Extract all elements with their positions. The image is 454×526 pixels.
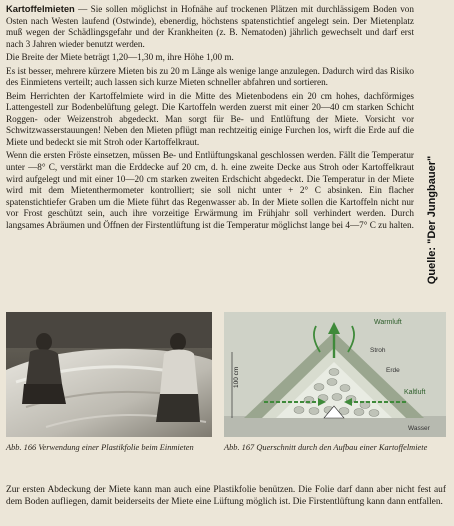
erde-label: Erde <box>386 367 400 374</box>
article-heading: Kartoffelmieten <box>6 3 75 14</box>
paragraph-2: Die Breite der Miete beträgt 1,20—1,30 m, ihre Höhe 1,00 m. <box>6 52 234 63</box>
figure-167-diagram <box>224 312 446 437</box>
paragraph-4: Beim Herrichten der Kartoffelmiete wird in die Mitte des Mietenbodens ein 20 cm hohes, dachförmiges Lattengestell zur Bodenbelüftung gelegt. Die Kartoffeln werden zuerst mit einer 20—40 cm starken Schicht Roggen- oder Weizenstroh abgedeckt. Man sorgt für Be- und Entlüftung der Miete. Vorsicht vor Schwitzwasserstauungen! Neben den Mieten pflügt man rechtzeitig einige Furchen los, wirft die Erde auf die Miete und bedeckt sie mit Stroh oder Kartoffelkraut. <box>6 90 414 147</box>
source-label-text: Quelle: "Der Jungbauer" <box>426 155 438 285</box>
kaltluft-label: Kaltluft <box>404 389 426 396</box>
paragraph-5: Wenn die ersten Fröste einsetzen, müssen Be- und Entlüftungskanal geschlossen werden. Fällt die Temperatur unter —8° C, verstärkt man die Erddecke auf 20 cm, d. h. eine zweite Decke aus Stroh oder Kartoffelkraut wird aufgelegt und mit einer 10—20 cm starken zweiten Erdschicht abgedeckt. Die Temperatur in der Miete wird mit dem Mietenthermometer kontrolliert; sie soll nicht unter + 2° C absinken. Ein flacher spatenstichtiefer Graben um die Miete führt das Regenwasser ab. In der Miete sollen die Kartoffeln nicht nur vor Frost geschützt sein, auch ihre vorzeitige Erwärmung im Frühjahr soll verhindert werden. Durch langsames Abräumen und Öffnen der Firstentlüftung ist die Temperatur möglichst lange bei 4—7° C zu halten. <box>6 150 414 230</box>
bottom-paragraph-text: Zur ersten Abdeckung der Miete kann man auch eine Plastikfolie benützen. Die Folie darf dann aber nicht fest auf dem Boden aufliegen, damit beiderseits der Miete eine Lüftung möglich ist. Die Firstentlüftung kann dann entfallen. <box>6 485 446 507</box>
paragraph-1 <box>6 3 414 50</box>
stroh-label: Stroh <box>370 347 386 354</box>
figure-166-photo <box>6 312 212 437</box>
bottom-paragraph <box>6 485 446 509</box>
plastic-sheet-photo <box>6 312 212 437</box>
source-label <box>417 120 447 320</box>
article-body <box>6 3 414 233</box>
paragraph-3: Es ist besser, mehrere kürzere Mieten bis zu 20 m Länge als wenige lange anzulegen. Dadurch wird das Risiko des Einmietens verteilt; auch lassen sich kurze Mieten schneller abfahren und sortieren. <box>6 65 414 88</box>
height-label: 100 cm <box>233 366 240 388</box>
figure-166-caption: Abb. 166 Verwendung einer Plastikfolie beim Einmieten <box>6 443 194 452</box>
clamp-cross-section <box>224 312 446 437</box>
figure-167-caption: Abb. 167 Querschnitt durch den Aufbau einer Kartoffelmiete <box>224 443 428 452</box>
paragraph-1-text: — Sie sollen möglichst in Hofnähe auf trockenen Plätzen mit durchlässigem Boden von Osten nach Westen laufend (Ostwinde), ebenerdig, höchstens spatenstichtief angelegt sein. Der Mietenplatz muß wegen der Schädlingsgefahr und der Krankheiten (z. B. Nematoden) jährlich gewechselt und darf erst nach 3 Jahren wieder benutzt werden. <box>6 4 414 49</box>
warmluft-label: Warmluft <box>374 319 402 326</box>
wasser-label: Wasser <box>408 425 430 432</box>
